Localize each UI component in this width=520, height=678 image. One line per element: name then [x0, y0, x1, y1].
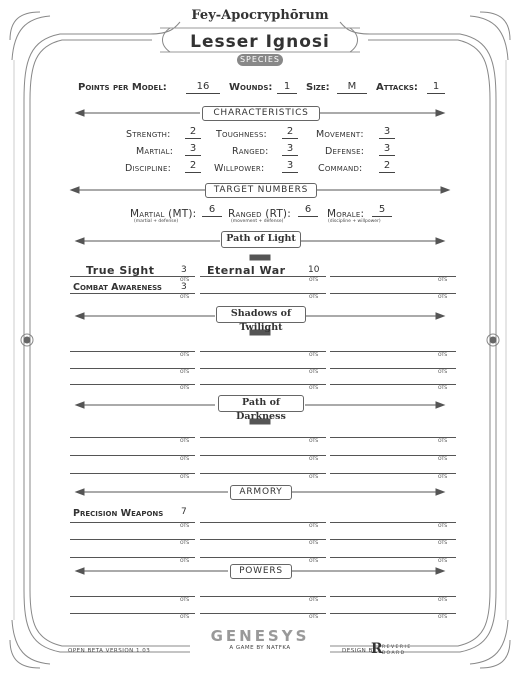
martial-tn-value[interactable]: 6	[202, 204, 222, 217]
martial-tn-label: Martial (MT):	[130, 208, 197, 220]
size-value[interactable]: M	[337, 81, 367, 94]
path-of-light-header: Path of Light	[221, 231, 301, 248]
ability-entry-line[interactable]	[70, 384, 195, 385]
ranged-tn-value[interactable]: 6	[298, 204, 318, 217]
defense-value[interactable]: 3	[379, 143, 395, 156]
ots-label: OTS	[180, 615, 190, 620]
armory-precision-weapons-value: 7	[181, 507, 187, 517]
command-value[interactable]: 2	[379, 160, 395, 173]
footer-tagline: A GAME BY NATFKA	[229, 645, 291, 651]
strength-label: Strength:	[126, 129, 171, 140]
morale-formula: (discipline + willpower)	[328, 219, 381, 224]
ability-entry-line[interactable]	[200, 473, 326, 474]
ability-entry-line[interactable]	[200, 351, 326, 352]
ots-label: OTS	[180, 278, 190, 283]
ability-entry-line[interactable]	[330, 473, 456, 474]
armory-header: ARMORY	[230, 485, 292, 500]
ability-entry-line[interactable]	[70, 522, 195, 523]
ability-entry-line[interactable]	[200, 276, 326, 277]
ability-entry-line[interactable]	[330, 596, 456, 597]
ability-entry-line[interactable]	[70, 473, 195, 474]
ots-label: OTS	[309, 370, 319, 375]
ots-label: OTS	[180, 598, 190, 603]
ots-label: OTS	[438, 278, 448, 283]
shadows-of-twilight-header: Shadows of Twilight	[216, 306, 306, 323]
ability-entry-line[interactable]	[330, 351, 456, 352]
ots-label: OTS	[180, 524, 190, 529]
ots-label: OTS	[438, 439, 448, 444]
ability-entry-line[interactable]	[200, 539, 326, 540]
ots-label: OTS	[180, 457, 190, 462]
ability-entry-line[interactable]	[200, 613, 326, 614]
ranged-label: Ranged:	[232, 146, 269, 157]
ability-entry-line[interactable]	[330, 293, 456, 294]
toughness-label: Toughness:	[216, 129, 267, 140]
reverie-r-icon: R	[371, 641, 383, 657]
ability-entry-line[interactable]	[70, 539, 195, 540]
points-value[interactable]: 16	[186, 81, 220, 94]
ots-label: OTS	[180, 370, 190, 375]
ots-label: OTS	[438, 598, 448, 603]
ability-entry-line[interactable]	[200, 293, 326, 294]
morale-label: Morale:	[327, 208, 365, 220]
characteristics-header: CHARACTERISTICS	[202, 106, 320, 121]
discipline-label: Discipline:	[125, 163, 172, 174]
ots-label: OTS	[309, 524, 319, 529]
ots-label: OTS	[309, 598, 319, 603]
ability-entry-line[interactable]	[330, 613, 456, 614]
faction-title: Fey-Apocryphōrum	[191, 8, 329, 23]
attacks-value[interactable]: 1	[427, 81, 445, 94]
ots-label: OTS	[309, 295, 319, 300]
ots-label: OTS	[438, 559, 448, 564]
ots-label: OTS	[180, 559, 190, 564]
movement-value[interactable]: 3	[379, 126, 395, 139]
ots-label: OTS	[180, 475, 190, 480]
ots-label: OTS	[438, 295, 448, 300]
morale-value[interactable]: 5	[372, 204, 392, 217]
ranged-value[interactable]: 3	[282, 143, 298, 156]
strength-value[interactable]: 2	[185, 126, 201, 139]
ability-entry-line[interactable]	[70, 437, 195, 438]
wounds-value[interactable]: 1	[277, 81, 297, 94]
ots-label: OTS	[180, 353, 190, 358]
ability-eternal-war-value: 10	[308, 265, 320, 275]
ots-label: OTS	[438, 524, 448, 529]
attacks-label: Attacks:	[376, 82, 418, 93]
ability-entry-line[interactable]	[200, 437, 326, 438]
ability-entry-line[interactable]	[70, 455, 195, 456]
ranged-tn-formula: (movement + defense)	[231, 219, 284, 224]
path-of-darkness-header: Path of Darkness	[218, 395, 304, 412]
martial-label: Martial:	[136, 146, 174, 157]
armory-precision-weapons: Precision Weapons	[73, 508, 164, 519]
ots-label: OTS	[309, 615, 319, 620]
ots-label: OTS	[438, 353, 448, 358]
ability-entry-line[interactable]	[70, 276, 195, 277]
ots-label: OTS	[438, 541, 448, 546]
ability-entry-line[interactable]	[200, 384, 326, 385]
ability-entry-line[interactable]	[330, 276, 456, 277]
ability-entry-line[interactable]	[330, 539, 456, 540]
ots-label: OTS	[180, 439, 190, 444]
ots-label: OTS	[309, 278, 319, 283]
size-label: Size:	[306, 82, 330, 93]
wounds-label: Wounds:	[229, 82, 273, 93]
command-label: Command:	[318, 163, 363, 174]
ability-entry-line[interactable]	[70, 368, 195, 369]
ability-entry-line[interactable]	[330, 557, 456, 558]
ots-label: OTS	[180, 386, 190, 391]
ranged-tn-label: Ranged (RT):	[228, 208, 291, 220]
ots-label: OTS	[309, 475, 319, 480]
willpower-value[interactable]: 3	[282, 160, 298, 173]
ots-label: OTS	[309, 353, 319, 358]
ots-label: OTS	[438, 386, 448, 391]
ability-combat-awareness: Combat Awareness	[73, 282, 162, 293]
ability-entry-line[interactable]	[200, 596, 326, 597]
ability-entry-line[interactable]	[330, 522, 456, 523]
footer-designer: REVERIE BOARD	[382, 645, 412, 656]
martial-tn-formula: (martial + defense)	[134, 219, 179, 224]
movement-label: Movement:	[316, 129, 364, 140]
defense-label: Defense:	[325, 146, 365, 157]
ots-label: OTS	[180, 295, 190, 300]
species-tag: SPECIES	[237, 54, 283, 66]
ability-entry-line[interactable]	[200, 455, 326, 456]
ability-entry-line[interactable]	[330, 384, 456, 385]
genesys-logo: GENESYS	[210, 627, 310, 645]
footer-version: OPEN BETA VERSION 1.03	[68, 648, 151, 654]
ots-label: OTS	[309, 386, 319, 391]
ability-entry-line[interactable]	[330, 368, 456, 369]
ots-label: OTS	[309, 457, 319, 462]
discipline-value[interactable]: 2	[185, 160, 201, 173]
ots-label: OTS	[438, 615, 448, 620]
ability-entry-line[interactable]	[70, 557, 195, 558]
ability-entry-line[interactable]	[70, 293, 195, 294]
ots-label: OTS	[180, 541, 190, 546]
ability-combat-awareness-value: 3	[181, 282, 187, 292]
ability-eternal-war: Eternal War	[207, 264, 286, 277]
ots-label: OTS	[309, 559, 319, 564]
ots-label: OTS	[309, 439, 319, 444]
martial-value[interactable]: 3	[185, 143, 201, 156]
footer-design-by: DESIGN BY	[342, 648, 377, 654]
species-name: Lesser Ignosi	[190, 32, 330, 52]
ability-entry-line[interactable]	[70, 596, 195, 597]
target-numbers-header: TARGET NUMBERS	[205, 183, 317, 198]
ability-entry-line[interactable]	[70, 613, 195, 614]
ots-label: OTS	[438, 457, 448, 462]
ability-entry-line[interactable]	[200, 557, 326, 558]
toughness-value[interactable]: 2	[282, 126, 298, 139]
ots-label: OTS	[438, 475, 448, 480]
ability-entry-line[interactable]	[200, 368, 326, 369]
ots-label: OTS	[438, 370, 448, 375]
points-label: Points per Model:	[78, 82, 167, 93]
ots-label: OTS	[309, 541, 319, 546]
willpower-label: Willpower:	[214, 163, 265, 174]
ability-entry-line[interactable]	[200, 522, 326, 523]
ability-entry-line[interactable]	[330, 455, 456, 456]
ability-entry-line[interactable]	[70, 351, 195, 352]
ability-true-sight: True Sight	[86, 264, 155, 277]
ability-true-sight-value: 3	[181, 265, 187, 275]
powers-header: POWERS	[230, 564, 292, 579]
ability-entry-line[interactable]	[330, 437, 456, 438]
